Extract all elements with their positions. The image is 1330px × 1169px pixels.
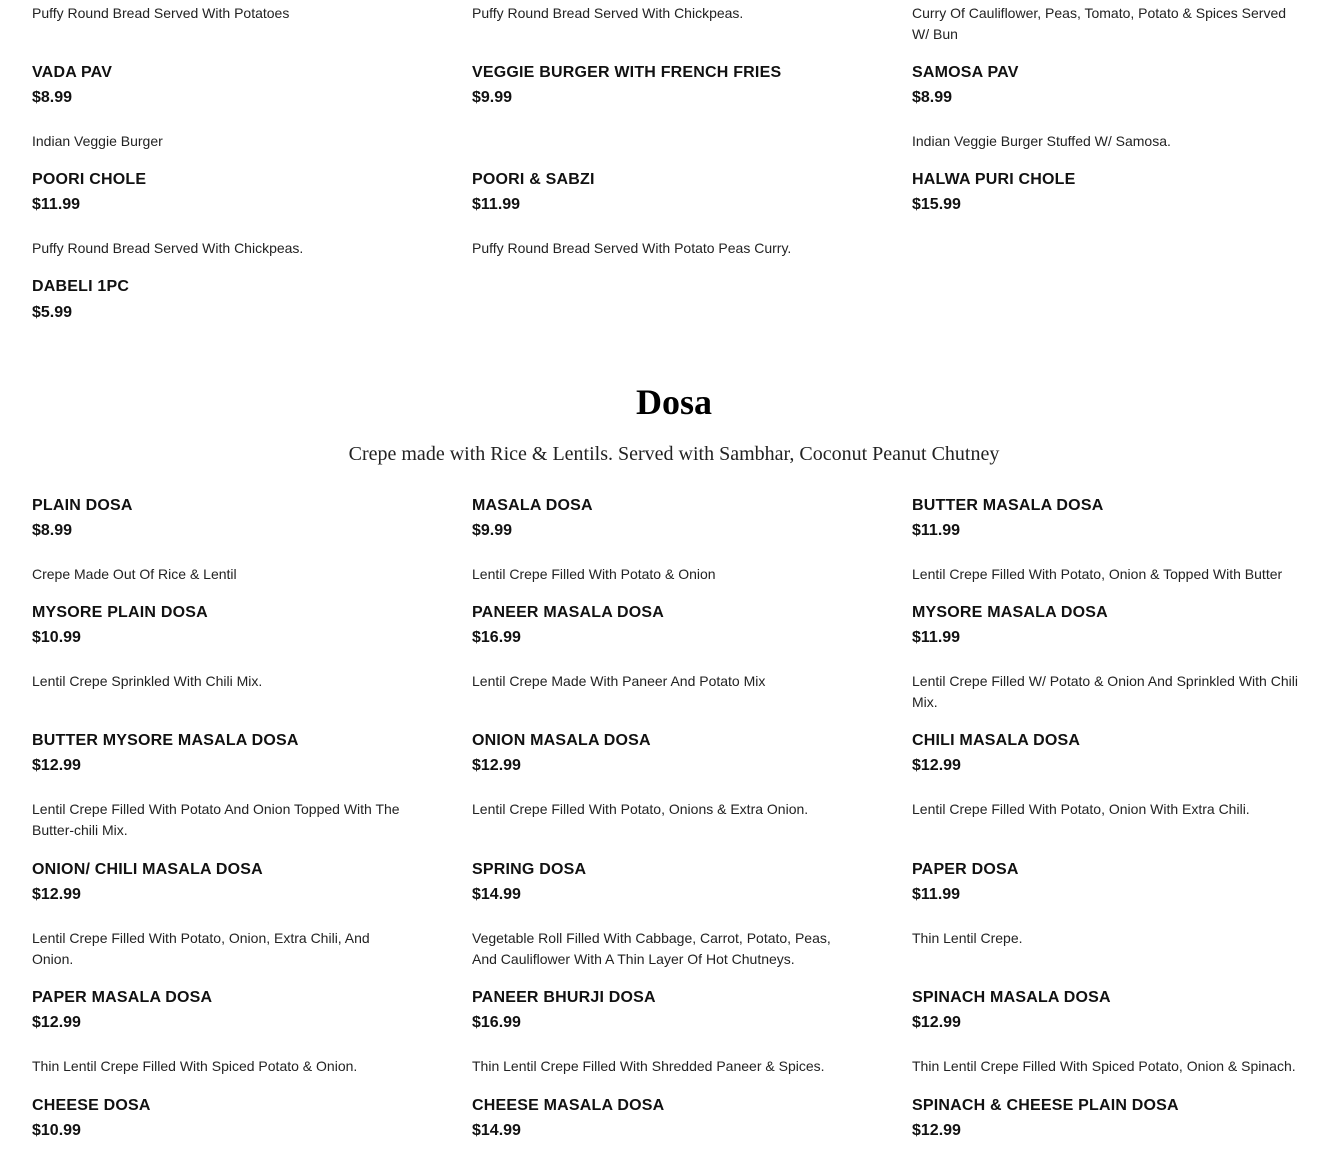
- menu-item-name[interactable]: POORI & SABZI: [472, 171, 595, 188]
- menu-item-price: $9.99: [472, 522, 513, 539]
- menu-item-description: Thin Lentil Crepe Filled With Spiced Potato, Onion & Spinach.: [912, 1058, 1296, 1074]
- menu-item-price: $12.99: [912, 1122, 961, 1139]
- menu-item-name[interactable]: PANEER MASALA DOSA: [472, 604, 665, 621]
- menu-item-description: Puffy Round Bread Served With Potato Peas Curry.: [472, 240, 792, 256]
- menu-item-name[interactable]: MYSORE PLAIN DOSA: [32, 604, 208, 621]
- menu-item-price: $14.99: [472, 1122, 521, 1139]
- menu-item-name[interactable]: DABELI 1PC: [32, 278, 130, 295]
- section-subtitle: Crepe made with Rice & Lentils. Served with Sambhar, Coconut Peanut Chutney: [348, 443, 1000, 465]
- menu-item-description: Lentil Crepe Filled With Potato, Onion With Extra Chili.: [912, 801, 1250, 817]
- menu-item-name[interactable]: SPRING DOSA: [472, 861, 587, 878]
- menu-item-price: $9.99: [472, 89, 513, 106]
- menu-item-name[interactable]: ONION MASALA DOSA: [472, 732, 651, 749]
- menu-item-name[interactable]: PANEER BHURJI DOSA: [472, 989, 656, 1006]
- menu-item-description: Lentil Crepe Filled W/ Potato & Onion And Sprinkled With Chili Mix.: [912, 673, 1298, 710]
- menu-item-name[interactable]: PAPER DOSA: [912, 861, 1019, 878]
- menu-item-description: Indian Veggie Burger: [32, 133, 163, 149]
- menu-item-name[interactable]: BUTTER MYSORE MASALA DOSA: [32, 732, 299, 749]
- menu-item-name[interactable]: PAPER MASALA DOSA: [32, 989, 213, 1006]
- menu-item-description: Curry Of Cauliflower, Peas, Tomato, Potato & Spices Served W/ Bun: [912, 5, 1287, 42]
- menu-item-description: Lentil Crepe Made With Paneer And Potato Mix: [472, 673, 766, 689]
- menu-item-description: Lentil Crepe Filled With Potato, Onion & Topped With Butter: [912, 566, 1283, 582]
- menu-item-description: Indian Veggie Burger Stuffed W/ Samosa.: [912, 133, 1171, 149]
- menu-item-description: Puffy Round Bread Served With Chickpeas.: [472, 5, 744, 21]
- menu-item-name[interactable]: HALWA PURI CHOLE: [912, 171, 1076, 188]
- menu-item-name[interactable]: BUTTER MASALA DOSA: [912, 497, 1104, 514]
- menu-item-price: $12.99: [912, 1014, 961, 1031]
- menu-item-name[interactable]: CHILI MASALA DOSA: [912, 732, 1081, 749]
- menu-item-description: Puffy Round Bread Served With Potatoes: [32, 5, 290, 21]
- menu-item-name[interactable]: SPINACH & CHEESE PLAIN DOSA: [912, 1097, 1179, 1114]
- menu-item-name[interactable]: SAMOSA PAV: [912, 64, 1019, 81]
- menu-item-description: Lentil Crepe Filled With Potato, Onions & Extra Onion.: [472, 801, 809, 817]
- menu-item-name[interactable]: MASALA DOSA: [472, 497, 593, 514]
- menu-item-price: $12.99: [912, 757, 961, 774]
- menu-item-description: Thin Lentil Crepe.: [912, 930, 1023, 946]
- menu-item-price: $11.99: [32, 196, 81, 213]
- menu-item-price: $15.99: [912, 196, 961, 213]
- menu-item-price: $10.99: [32, 1122, 81, 1139]
- menu-item-description: Lentil Crepe Filled With Potato & Onion: [472, 566, 716, 582]
- menu-item-price: $14.99: [472, 886, 521, 903]
- menu-item-description: Lentil Crepe Filled With Potato And Onion Topped With The Butter-chili Mix.: [32, 801, 400, 838]
- menu-item-name[interactable]: VEGGIE BURGER WITH FRENCH FRIES: [472, 64, 782, 81]
- menu-item-price: $16.99: [472, 629, 521, 646]
- menu-item-price: $12.99: [32, 757, 81, 774]
- menu-item-price: $8.99: [912, 89, 953, 106]
- menu-item-price: $5.99: [32, 304, 73, 321]
- menu-item-name[interactable]: VADA PAV: [32, 64, 113, 81]
- menu-item-description: Puffy Round Bread Served With Chickpeas.: [32, 240, 304, 256]
- menu-item-name[interactable]: SPINACH MASALA DOSA: [912, 989, 1111, 1006]
- menu-item-description: Lentil Crepe Filled With Potato, Onion, Extra Chili, And Onion.: [32, 930, 370, 967]
- menu-item-price: $11.99: [912, 629, 961, 646]
- menu-item-price: $16.99: [472, 1014, 521, 1031]
- menu-item-name[interactable]: POORI CHOLE: [32, 171, 147, 188]
- menu-item-name[interactable]: MYSORE MASALA DOSA: [912, 604, 1108, 621]
- menu-item-price: $10.99: [32, 629, 81, 646]
- menu-item-name[interactable]: CHEESE DOSA: [32, 1097, 151, 1114]
- menu-item-price: $8.99: [32, 522, 73, 539]
- menu-item-description: Vegetable Roll Filled With Cabbage, Carrot, Potato, Peas, And Cauliflower With A Thin Layer Of Hot Chutneys.: [472, 930, 831, 967]
- menu-item-description: Lentil Crepe Sprinkled With Chili Mix.: [32, 673, 263, 689]
- menu-item-price: $8.99: [32, 89, 73, 106]
- menu-item-description: Thin Lentil Crepe Filled With Spiced Potato & Onion.: [32, 1058, 358, 1074]
- menu-item-price: $11.99: [912, 522, 961, 539]
- menu-item-price: $11.99: [912, 886, 961, 903]
- menu-item-description: Thin Lentil Crepe Filled With Shredded Paneer & Spices.: [472, 1058, 825, 1074]
- menu-item-description: Crepe Made Out Of Rice & Lentil: [32, 566, 237, 582]
- menu-item-name[interactable]: CHEESE MASALA DOSA: [472, 1097, 665, 1114]
- menu-item-name[interactable]: ONION/ CHILI MASALA DOSA: [32, 861, 263, 878]
- menu-item-price: $12.99: [32, 1014, 81, 1031]
- section-title: Dosa: [635, 382, 712, 422]
- menu-item-name[interactable]: PLAIN DOSA: [32, 497, 133, 514]
- menu-item-price: $12.99: [32, 886, 81, 903]
- menu-item-price: $12.99: [472, 757, 521, 774]
- menu-item-price: $11.99: [472, 196, 521, 213]
